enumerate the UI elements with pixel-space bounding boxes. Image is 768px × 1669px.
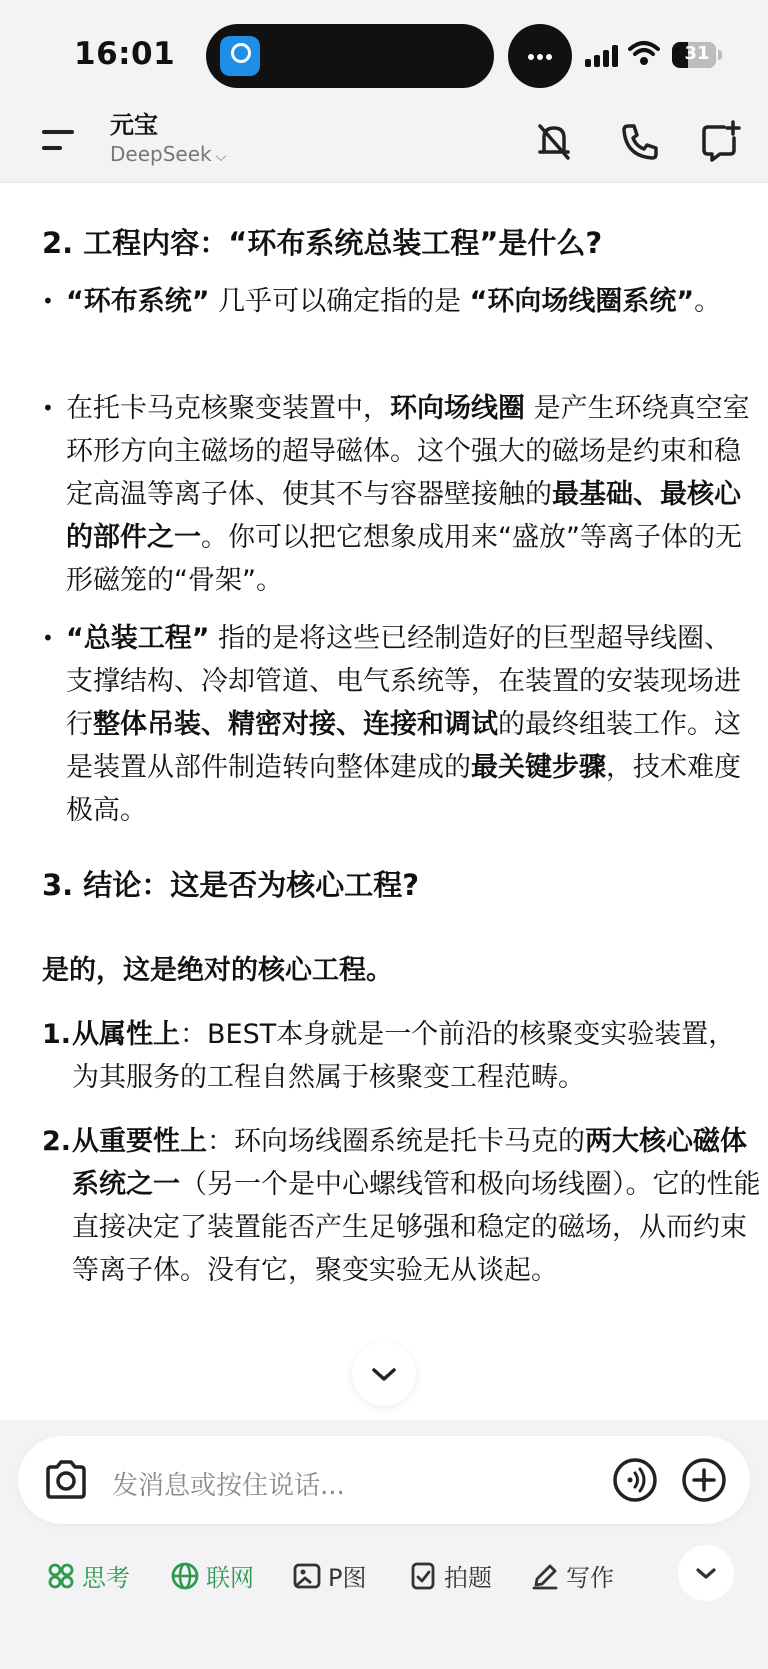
voice-icon[interactable] (612, 1457, 658, 1503)
app-header (0, 110, 768, 183)
numbered-item: 1. 从属性上：BEST本身就是一个前沿的核聚变实验装置，为其服务的工程自然属于核聚变工程范畴。 (42, 1019, 736, 1093)
chevron-down-icon (352, 1342, 416, 1406)
app-title: 元宝 (110, 111, 158, 139)
scroll-to-bottom-button[interactable] (352, 1342, 416, 1406)
status-bar (0, 0, 768, 110)
pen-icon (530, 1561, 560, 1591)
mute-icon[interactable] (530, 118, 578, 166)
think-icon (46, 1561, 76, 1591)
title-block[interactable] (110, 110, 226, 171)
chevron-down-icon: ⌵ (215, 149, 227, 165)
model-name: DeepSeek (110, 142, 212, 166)
writing-label: 写作 (566, 1564, 614, 1592)
menu-icon[interactable] (40, 122, 80, 162)
conclusion-text: 是的，这是绝对的核心工程。 (42, 955, 393, 986)
image-edit-button[interactable] (292, 1558, 366, 1593)
battery-level: 31 (684, 43, 710, 64)
image-edit-label: P图 (328, 1564, 367, 1592)
section-heading: 3. 结论：这是否为核心工程? (42, 868, 420, 902)
railway-app-icon[interactable] (220, 36, 260, 76)
web-search-button[interactable] (170, 1558, 254, 1593)
list-item: • 在托卡马克核聚变装置中，环向场线圈 是产生环绕真空室环形方向主磁场的超导磁体。这个强大的磁场是约束和稳定高温等离子体、使其不与容器壁接触的最基础、最核心的部件之一。你可以把它想象成用来“盛放”等离子体的无形磁笼的“骨架”。 (42, 387, 756, 602)
plus-icon[interactable] (681, 1457, 727, 1503)
dynamic-island (206, 24, 494, 88)
list-item: • “总装工程” 指的是将这些已经制造好的巨型超导线圈、支撑结构、冷却管道、电气系统等，在装置的安装现场进行整体吊装、精密对接、连接和调试的最终组装工作。这是装置从部件制造转向整体建成的最关键步骤，技术难度极高。 (42, 617, 756, 832)
clock: 16:01 (74, 36, 176, 72)
image-edit-icon (292, 1561, 322, 1591)
scan-question-label: 拍题 (444, 1564, 492, 1592)
scan-question-icon (408, 1561, 438, 1591)
writing-button[interactable] (530, 1558, 614, 1593)
globe-icon (170, 1561, 200, 1591)
list-item: • “环布系统” 几乎可以确定指的是 “环向场线圈系统”。 (42, 280, 756, 323)
battery-icon (672, 42, 722, 68)
scan-question-button[interactable] (408, 1558, 492, 1593)
more-dots-icon[interactable] (508, 24, 572, 88)
think-button[interactable] (46, 1558, 130, 1593)
section-heading: 2. 工程内容：“环布系统总装工程”是什么? (42, 226, 603, 260)
collapse-toolbar-button[interactable] (678, 1545, 734, 1601)
phone-icon[interactable] (616, 118, 664, 166)
new-chat-icon[interactable] (696, 118, 744, 166)
camera-icon[interactable] (42, 1458, 90, 1502)
input-placeholder: 发消息或按住说话... (112, 1471, 345, 1501)
cellular-signal-icon (585, 45, 621, 67)
think-label: 思考 (82, 1564, 130, 1592)
web-search-label: 联网 (206, 1564, 254, 1592)
chevron-down-icon (678, 1545, 734, 1601)
numbered-item: 2. 从重要性上：环向场线圈系统是托卡马克的两大核心磁体系统之一（另一个是中心螺线管和极向场线圈）。它的性能直接决定了装置能否产生足够强和稳定的磁场，从而约束等离子体。没有它，聚变实验无从谈起。 (42, 1126, 761, 1286)
message-content (0, 183, 768, 1418)
wifi-icon (628, 40, 660, 66)
model-selector[interactable] (110, 140, 226, 171)
